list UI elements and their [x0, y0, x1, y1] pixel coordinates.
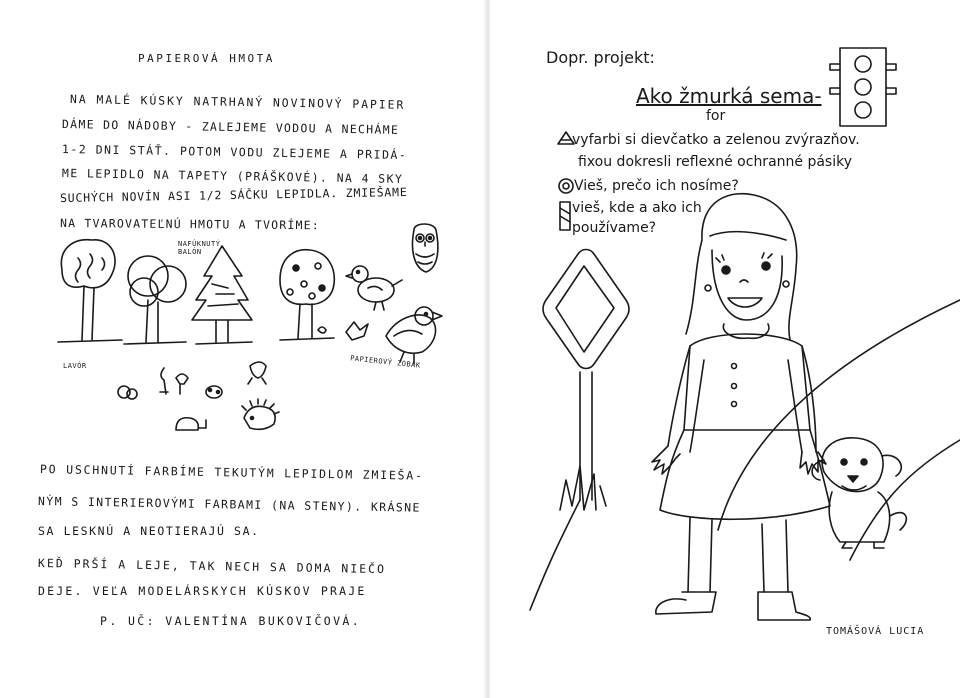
author-name: TOMÁŠOVÁ LUCIA: [826, 626, 925, 637]
label-bird: PAPIEROVÝ ZOBÁK: [349, 354, 421, 370]
road-sign-drawing: [543, 250, 629, 511]
flower-tree-drawing: [280, 250, 334, 340]
right-page: [490, 0, 960, 698]
question-2b: používame?: [572, 220, 657, 236]
left-line-4: ME LEPIDLO NA TAPETY (PRÁŠKOVÉ). NA 4 SKY: [61, 166, 404, 186]
question-1: Vieš, prečo ich nosíme?: [574, 178, 739, 194]
beak-bird-drawing: [386, 307, 442, 364]
label-tree: LAVÓR: [63, 362, 87, 370]
left-title: PAPIEROVÁ HMOTA: [138, 52, 275, 65]
girl-drawing: [652, 194, 830, 620]
traffic-light-icon: [830, 48, 896, 126]
label-balloon: NAFÚKNUTÝ BALÓN: [178, 240, 221, 256]
task-line-2: fixou dokresli reflexné ochranné pásiky: [578, 154, 852, 170]
question-2a: vieš, kde a ako ich: [572, 200, 702, 216]
bird-drawing: [346, 266, 402, 310]
left-line-1: NA MALÉ KÚSKY NATRHANÝ NOVINOVÝ PAPIER: [69, 92, 406, 112]
left-bottom-4: KEĎ PRŠÍ A LEJE, TAK NECH SA DOMA NIEČO: [37, 556, 387, 577]
right-title: Ako žmurká sema-: [636, 84, 822, 108]
left-line-6: NA TVAROVATEĽNÚ HMOTU A TVORÍME:: [59, 216, 321, 233]
leaf-drawing: [346, 322, 368, 340]
left-line-5: SUCHÝCH NOVÍN ASI 1/2 SÁČKU LEPIDLA. ZMIEŠAME: [59, 184, 408, 205]
left-bottom-5: DEJE. VEĽA MODELÁRSKYCH KÚSKOV PRAJE: [38, 584, 367, 598]
left-bottom-6: P. UČ: VALENTÍNA BUKOVIČOVÁ.: [100, 614, 362, 628]
coloring-drawing: [490, 0, 960, 698]
task-line-1: vyfarbi si dievčatko a zelenou zvýrazňov.: [572, 132, 860, 148]
target-circle-icon: [559, 179, 573, 193]
pine-tree-drawing: [192, 246, 252, 344]
left-bottom-3: SA LESKNÚ A NEOTIERAJÚ SA.: [38, 524, 260, 538]
warning-triangle-icon: [558, 132, 574, 144]
striped-post-icon: [560, 202, 570, 230]
left-line-3: 1-2 DNI STÁŤ. POTOM VODU ZLEJEME A PRIDÁ-: [61, 142, 408, 163]
road-drawing: [530, 300, 960, 610]
left-line-2: DÁME DO NÁDOBY - ZALEJEME VODOU A NECHÁME: [61, 117, 400, 137]
balloon-tree-drawing: [124, 256, 186, 344]
left-bottom-2: NÝM S INTERIEROVÝMI FARBAMI (NA STENY). KRÁSNE: [37, 494, 421, 515]
tree-drawing: [58, 240, 122, 342]
right-header: Dopr. projekt:: [546, 48, 655, 67]
right-title-cont: for: [706, 108, 726, 124]
small-creatures-drawing: [118, 362, 279, 430]
left-bottom-1: PO USCHNUTÍ FARBÍME TEKUTÝM LEPIDLOM ZMIEŠA-: [39, 462, 424, 483]
owl-drawing: [413, 224, 438, 272]
